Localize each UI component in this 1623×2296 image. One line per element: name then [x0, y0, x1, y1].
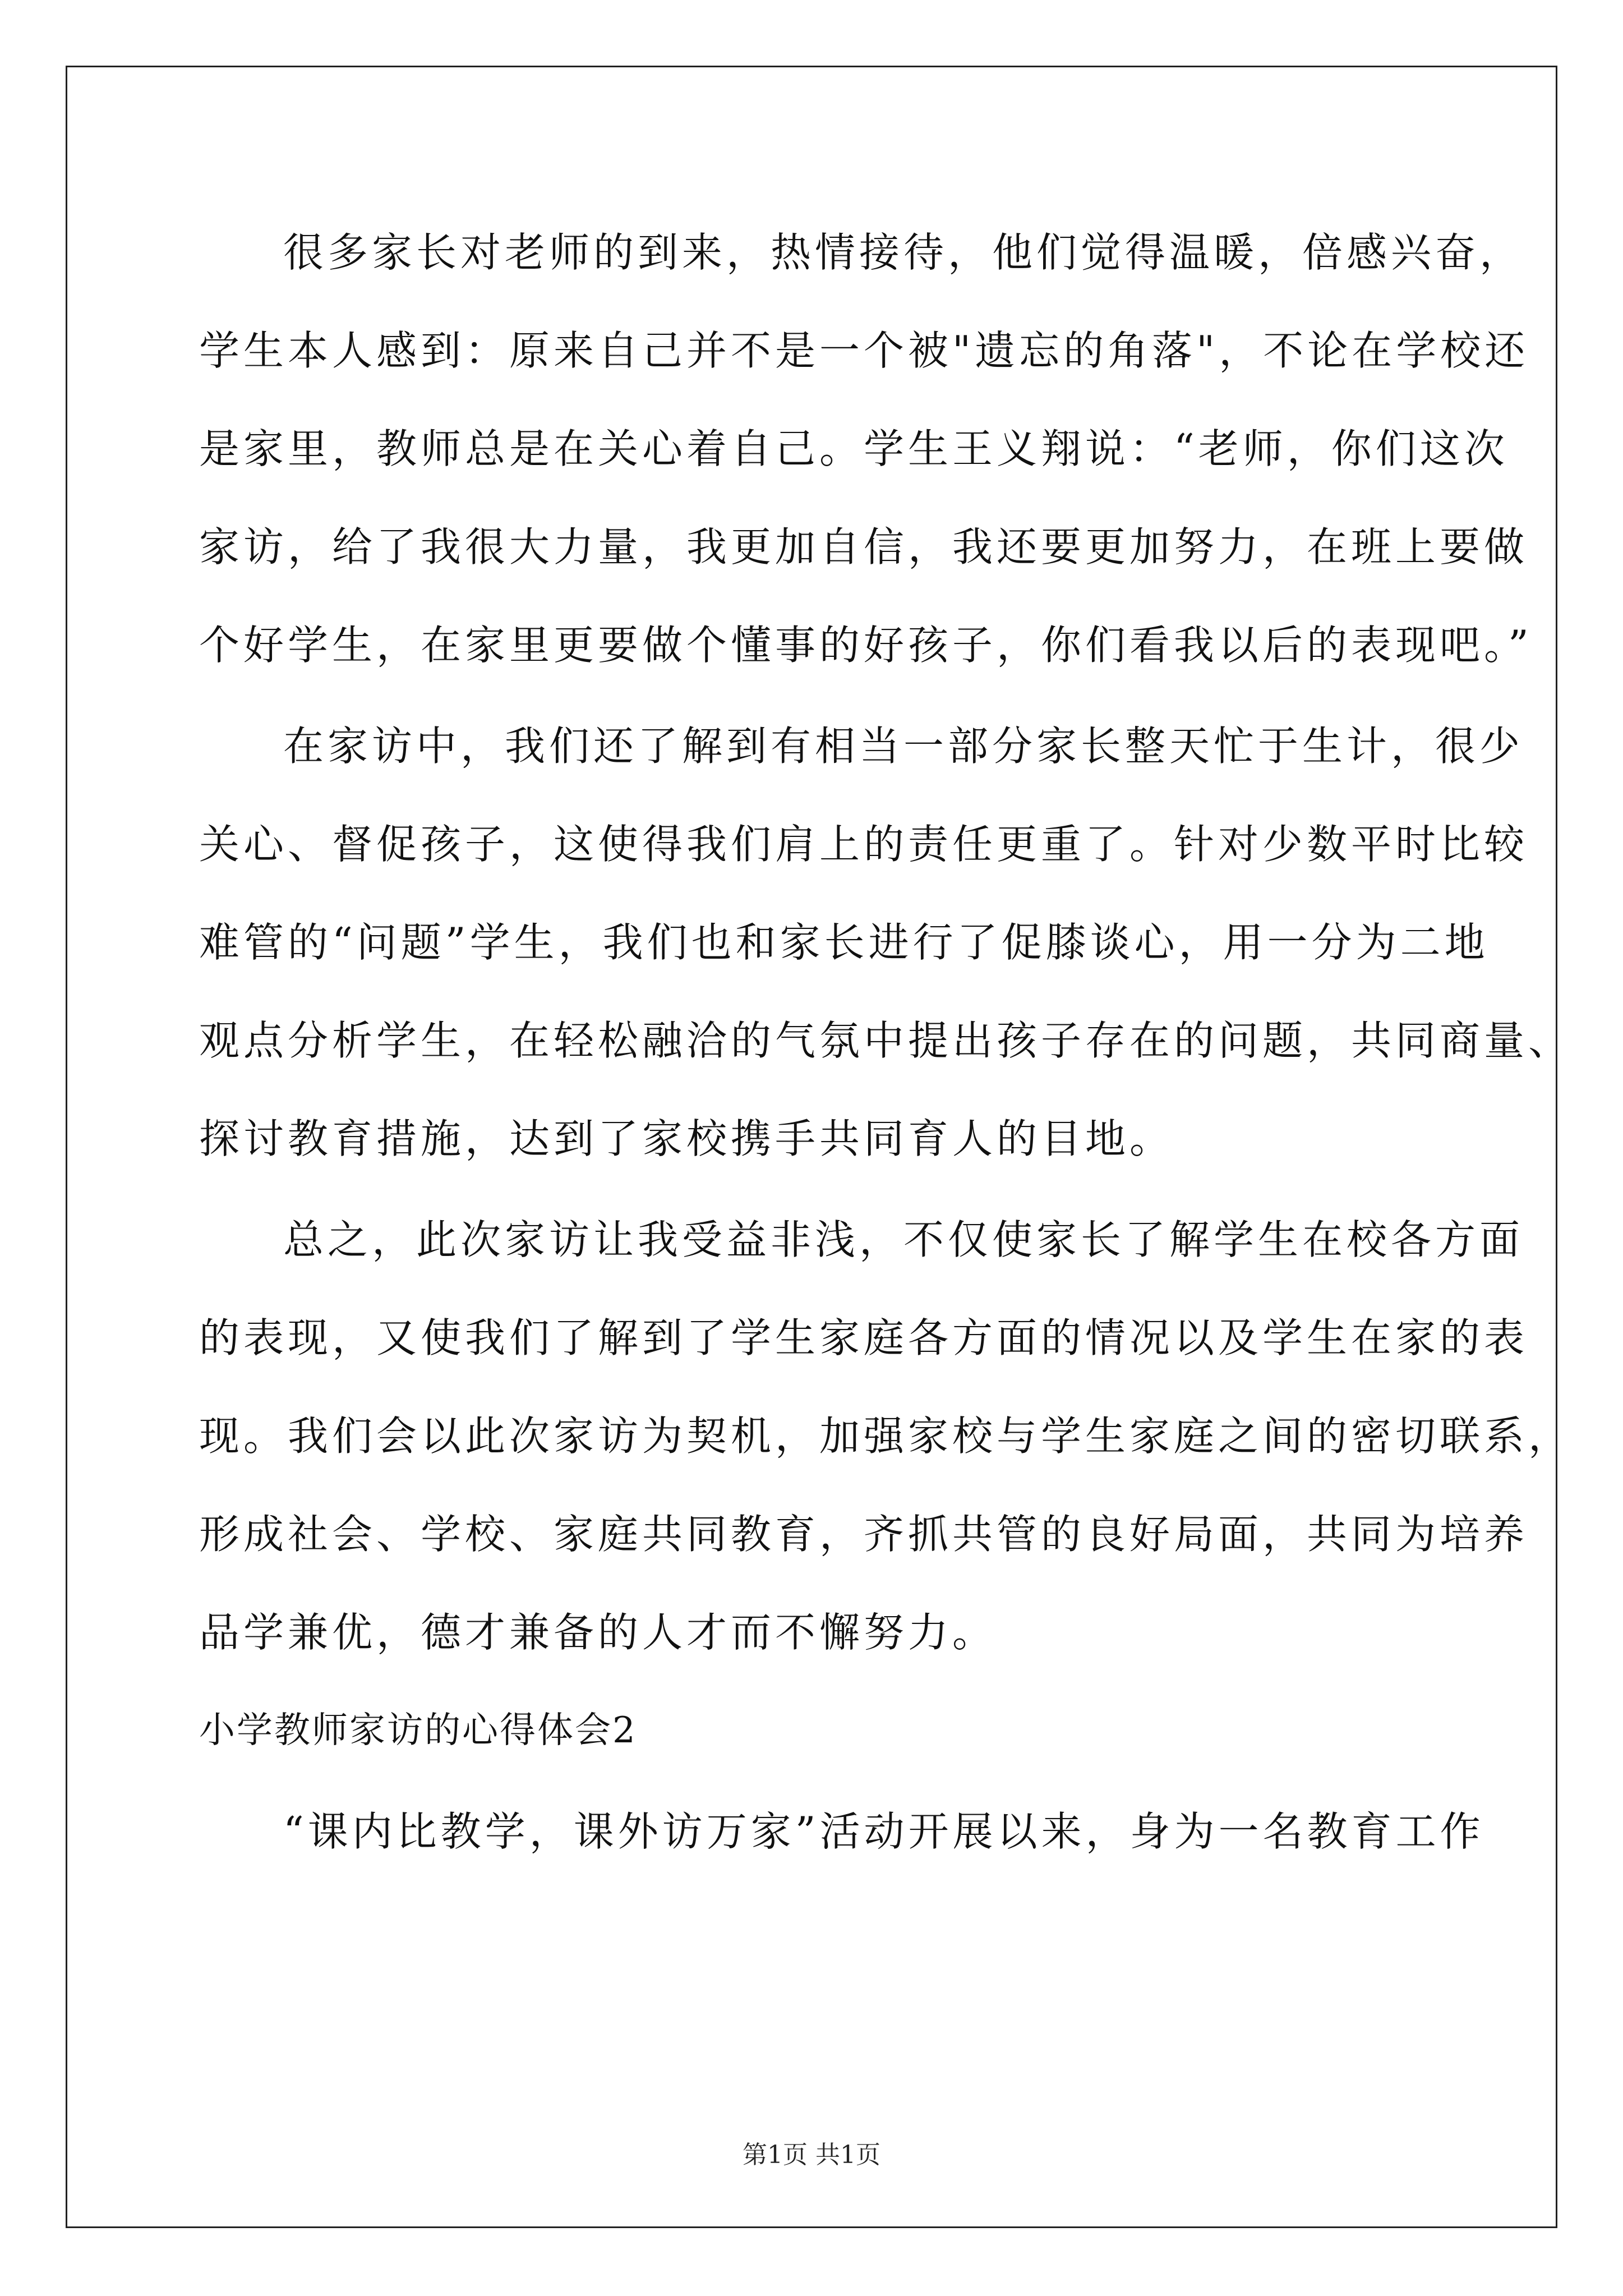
paragraph-1-line-4: 家访，给了我很大力量，我更加自信，我还要更加努力，在班上要做 — [199, 523, 1529, 570]
paragraph-3-line-5: 品学兼优，德才兼备的人才而不懈努力。 — [199, 1609, 997, 1656]
paragraph-2-line-2: 关心、督促孩子，这使得我们肩上的责任更重了。针对少数平时比较 — [199, 821, 1529, 868]
paragraph-1-line-5: 个好学生，在家里更要做个懂事的好孩子，你们看我以后的表现吧。” — [199, 622, 1533, 669]
section-heading: 小学教师家访的心得体会2 — [199, 1710, 637, 1751]
paragraph-2-line-3: 难管的“问题”学生，我们也和家长进行了促膝谈心，用一分为二地 — [199, 919, 1489, 966]
paragraph-2-line-1: 在家访中，我们还了解到有相当一部分家长整天忙于生计，很少 — [283, 723, 1524, 770]
paragraph-3-line-2: 的表现，又使我们了解到了学生家庭各方面的情况以及学生在家的表 — [199, 1314, 1529, 1361]
paragraph-1-line-2: 学生本人感到：原来自己并不是一个被"遗忘的角落"，不论在学校还 — [199, 327, 1529, 374]
paragraph-2-line-4: 观点分析学生，在轻松融洽的气氛中提出孩子存在的问题，共同商量、 — [199, 1017, 1573, 1064]
paragraph-2-line-5: 探讨教育措施，达到了家校携手共同育人的目地。 — [199, 1115, 1174, 1162]
paragraph-3-line-3: 现。我们会以此次家访为契机，加强家校与学生家庭之间的密切联系， — [199, 1412, 1573, 1460]
page-footer: 第1页 共1页 — [743, 2141, 880, 2169]
paragraph-4-line-1: “课内比教学，课外访万家”活动开展以来，身为一名教育工作 — [283, 1808, 1484, 1855]
paragraph-3-line-4: 形成社会、学校、家庭共同教育，齐抓共管的良好局面，共同为培养 — [199, 1511, 1529, 1558]
paragraph-1-line-3: 是家里，教师总是在关心着自己。学生王义翔说：“老师，你们这次 — [199, 425, 1509, 472]
paragraph-1-line-1: 很多家长对老师的到来，热情接待，他们觉得温暖，倍感兴奋， — [283, 229, 1524, 276]
paragraph-3-line-1: 总之，此次家访让我受益非浅，不仅使家长了解学生在校各方面 — [283, 1216, 1524, 1263]
